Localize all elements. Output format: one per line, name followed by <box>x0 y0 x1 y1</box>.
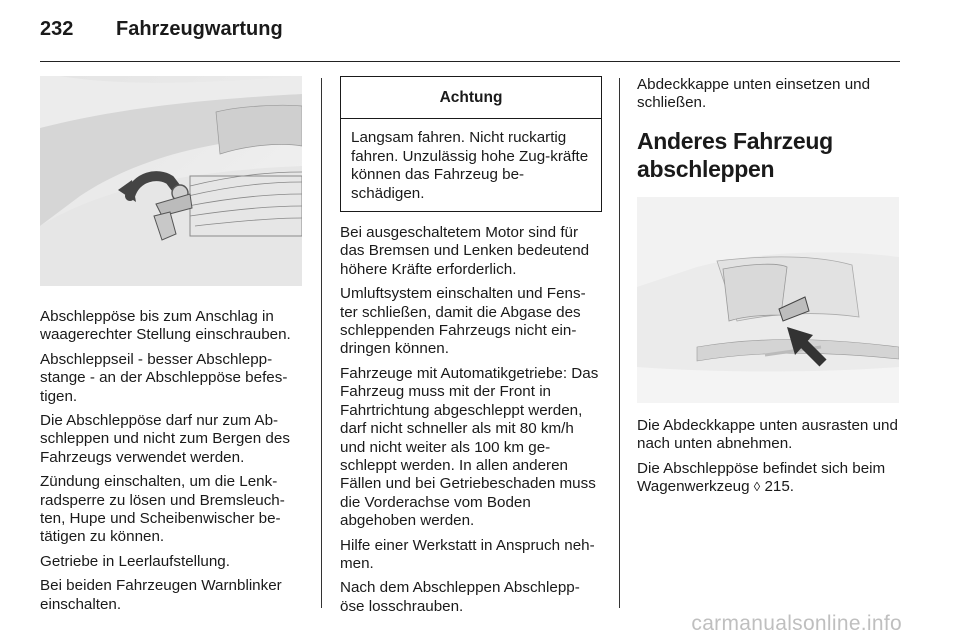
warning-body: Langsam fahren. Nicht ruckartig fahren. Unzulässig hohe Zug-kräfte können das Fahrzeug be-schädigen. <box>351 129 589 202</box>
column-3 <box>637 76 900 502</box>
bumper-front-illustration <box>40 76 302 286</box>
paragraph: Umluftsystem einschalten und Fens-ter schließen, damit die Abgase des schleppenden Fahrzeugs nicht ein-dringen können. <box>340 285 586 358</box>
header-rule <box>40 61 900 62</box>
warning-title: Achtung <box>341 77 601 119</box>
paragraph: Nach dem Abschleppen Abschlepp-öse losschrauben. <box>340 579 580 615</box>
page-title: Fahrzeugwartung <box>116 18 283 40</box>
paragraph: Getriebe in Leerlaufstellung. <box>40 552 230 570</box>
reference-text: Die Abschleppöse befindet sich beim Wagenwerkzeug <box>637 459 886 496</box>
page-reference-paragraph <box>637 460 900 497</box>
towing-eye-image <box>40 76 302 286</box>
column-divider <box>619 78 620 608</box>
paragraph: Hilfe einer Werkstatt in Anspruch neh-men. <box>340 536 595 572</box>
warning-box <box>340 76 602 212</box>
column-1 <box>40 76 302 620</box>
paragraph: Die Abschleppöse darf nur zum Ab-schleppen und nicht zum Bergen des Fahrzeugs verwendet werden. <box>40 412 290 466</box>
paragraph: Abschleppöse bis zum Anschlag in waagerechter Stellung einschrauben. <box>40 308 291 344</box>
reference-page[interactable]: 215. <box>760 478 794 496</box>
section-title: Anderes Fahrzeug abschleppen <box>637 127 833 182</box>
paragraph: Bei ausgeschaltetem Motor sind für das Bremsen und Lenken bedeutend höhere Kräfte erforderlich. <box>340 224 590 278</box>
cover-cap-image <box>637 197 899 403</box>
paragraph: Zündung einschalten, um die Lenk-radsperre zu lösen und Bremsleuch-ten, Hupe und Scheibenwischer be-tätigen zu können. <box>40 473 285 546</box>
paragraph: Fahrzeuge mit Automatikgetriebe: Das Fahrzeug muss mit der Front in Fahrtrichtung abgeschleppt werden, darf nicht schneller als mit 80 km/h und nicht weiter als 100 km ge-schleppt werden. In allen anderen Fällen und bei Getriebeschaden muss die Vorderachse vom Boden abgehoben werden. <box>340 364 599 530</box>
paragraph: Abdeckkappe unten einsetzen und schließen. <box>637 76 871 112</box>
paragraph: Die Abdeckkappe unten ausrasten und nach unten abnehmen. <box>637 416 898 453</box>
column-2 <box>340 76 602 622</box>
paragraph: Bei beiden Fahrzeugen Warnblinker einschalten. <box>40 577 282 613</box>
paragraph: Abschleppseil - besser Abschlepp-stange - an der Abschleppöse befes-tigen. <box>40 350 288 405</box>
page-number: 232 <box>40 18 74 40</box>
page-reference-icon: ◊ <box>753 479 761 495</box>
bumper-cover-illustration <box>637 197 899 403</box>
watermark: carmanualsonline.info <box>691 612 902 635</box>
column-divider <box>321 78 322 608</box>
page-header <box>40 18 900 50</box>
